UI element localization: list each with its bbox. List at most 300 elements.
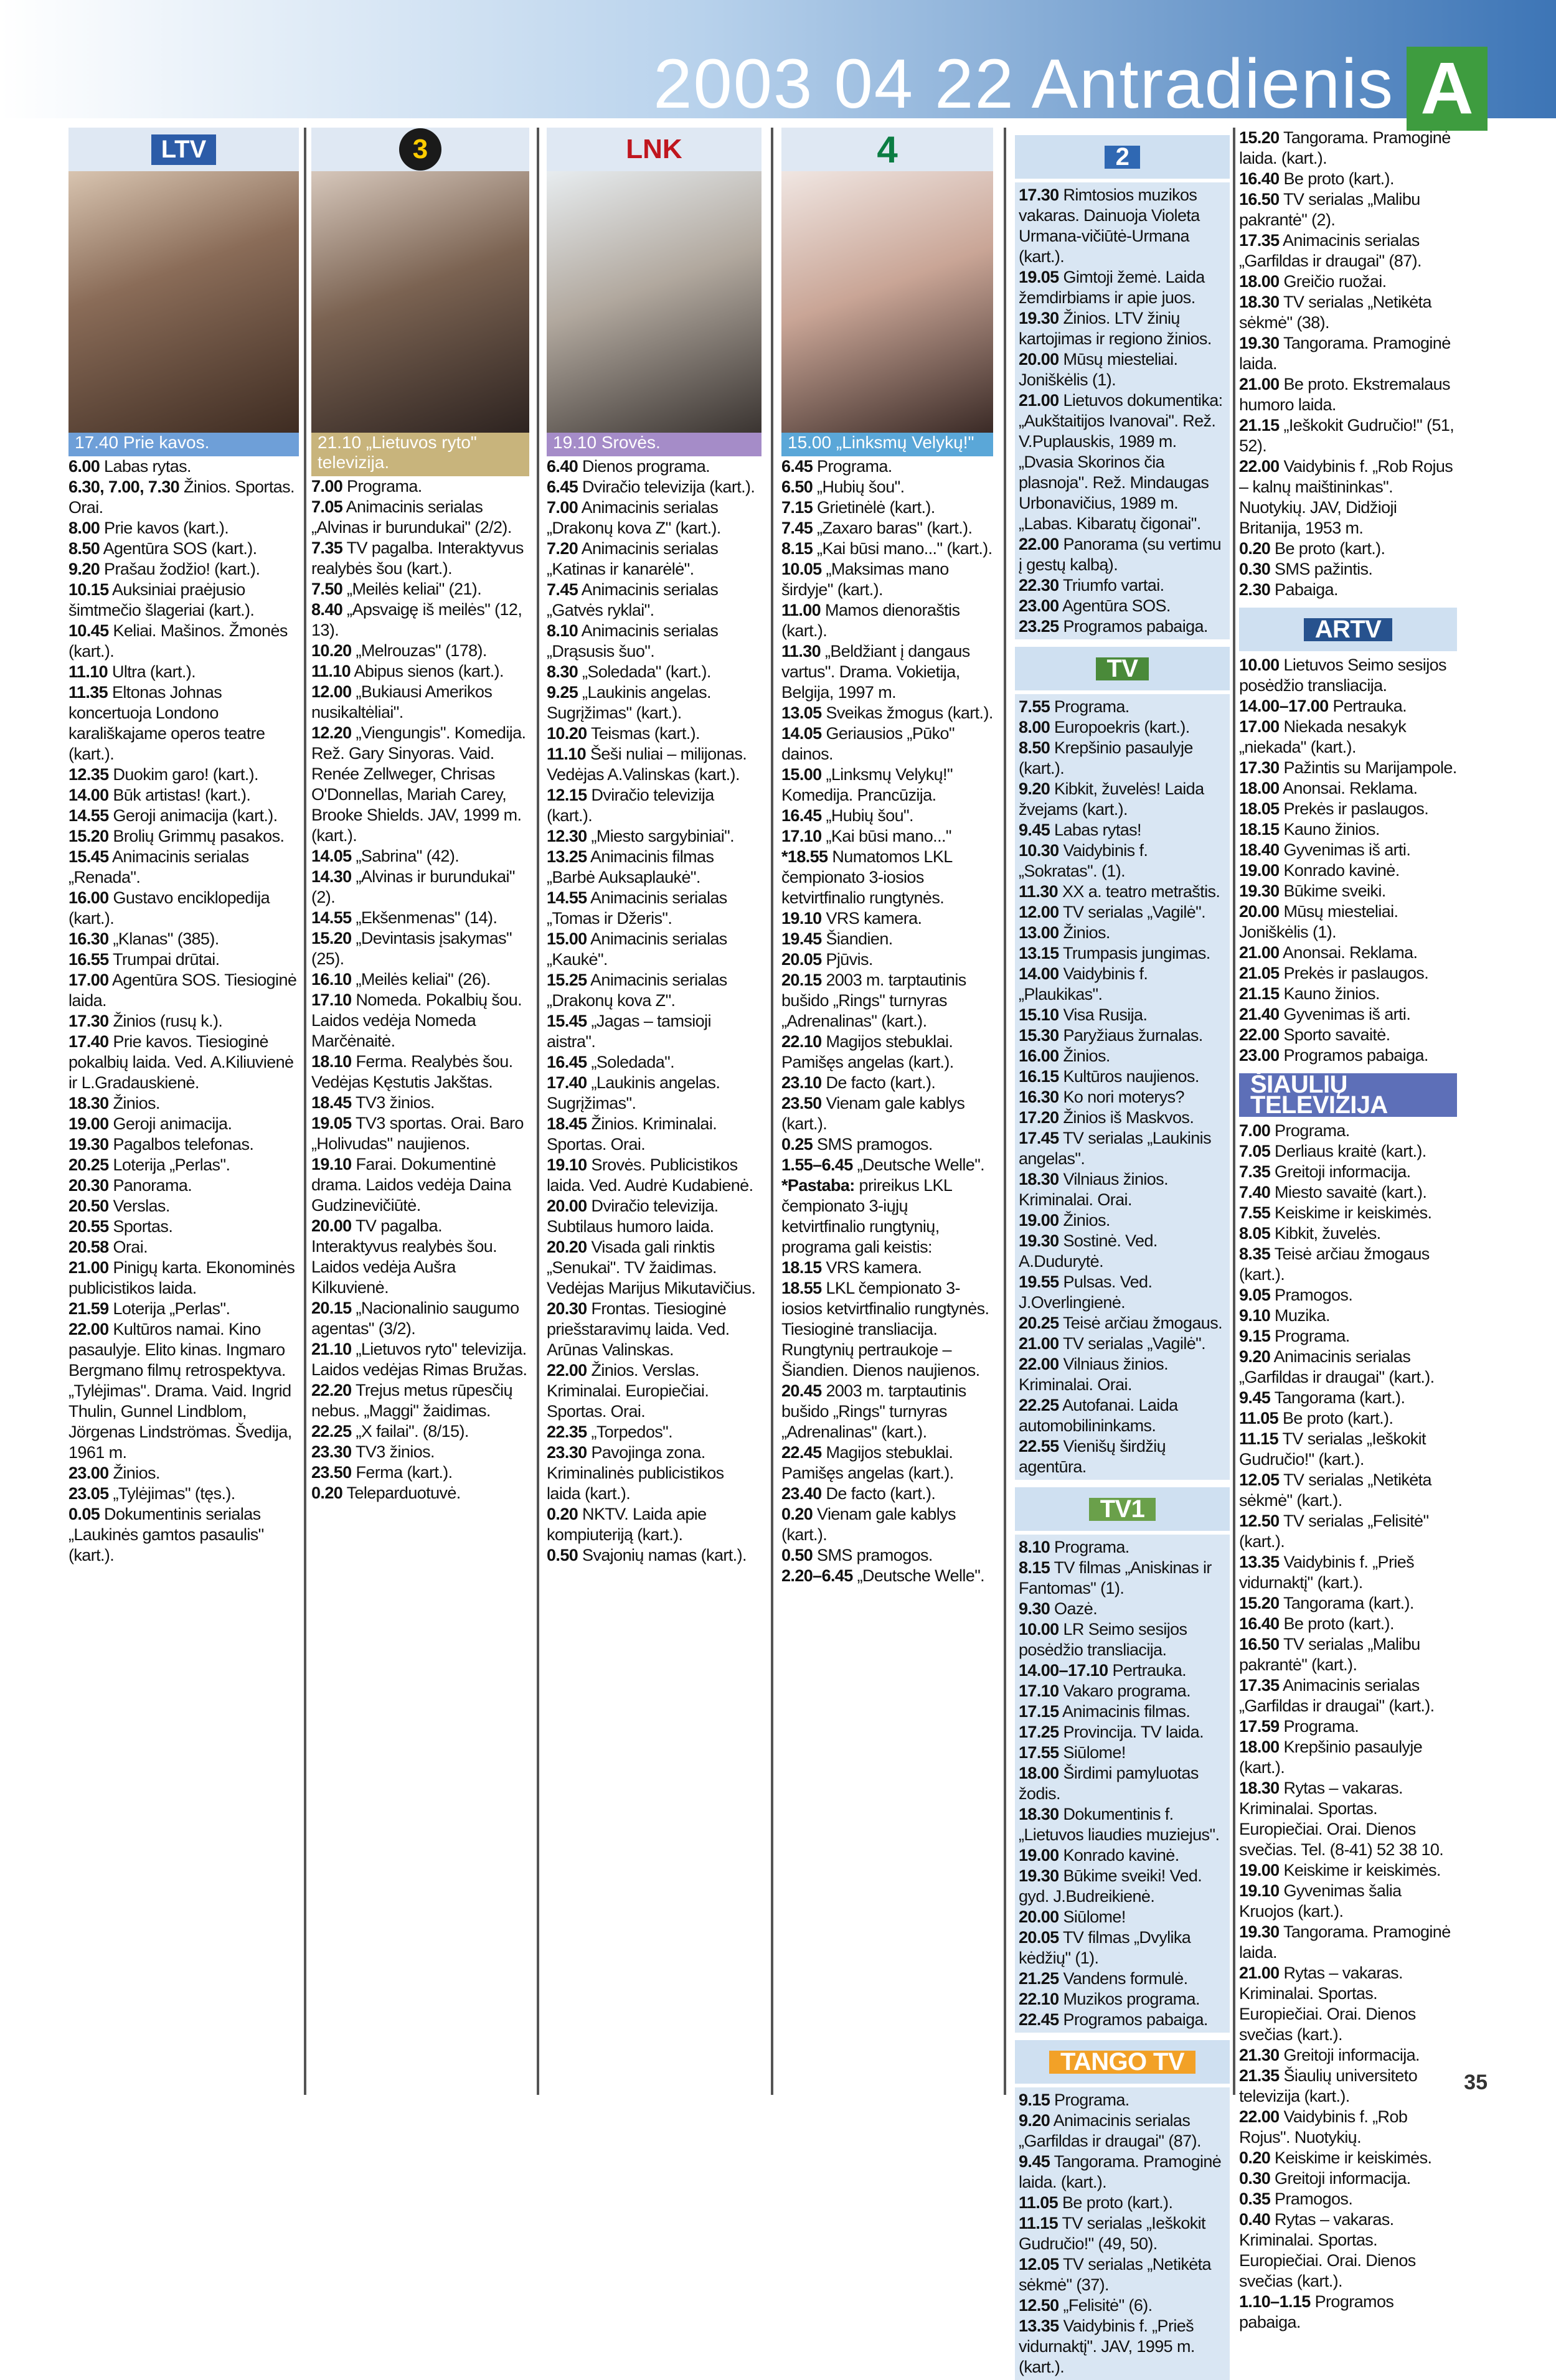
program-time: 14.55 [547, 888, 587, 907]
program-time: 2.20–6.45 [781, 1566, 853, 1585]
program-title: Animacinis serialas „Gatvės ryklai". [547, 580, 719, 619]
program-item [1019, 2010, 1226, 2030]
program-time: 12.05 [1019, 2255, 1059, 2274]
program-item [1019, 575, 1226, 596]
program-title: TV serialas „Vagilė". [1059, 1334, 1206, 1353]
program-item [781, 1073, 993, 1093]
program-title: Grietinėlė (kart.). [813, 498, 935, 517]
program-title: Geroji animacija. [108, 1114, 232, 1133]
program-title: Geriausios „Pūko" dainos. [781, 724, 955, 763]
channel-logo [1239, 608, 1457, 651]
channel-logo-text: TV1 [1089, 1498, 1156, 1521]
program-title: Animacinis serialas „Kaukė". [547, 929, 727, 969]
program-time: 8.40 [311, 600, 343, 619]
program-time: 18.30 [1019, 1170, 1059, 1188]
program-time: 8.15 [781, 539, 813, 558]
program-item [68, 580, 299, 621]
program-time: 16.50 [1239, 1635, 1280, 1653]
program-time: 19.00 [68, 1114, 109, 1133]
program-title: Srovės. Publicistikos laida. Ved. Audrė Kudabienė. [547, 1155, 753, 1195]
page-title: 2003 04 22 Antradienis [653, 45, 1394, 123]
program-item [547, 1360, 761, 1422]
program-time: 18.30 [68, 1094, 109, 1112]
program-title: „Bukiausi Amerikos nusikaltėliai". [311, 682, 493, 722]
program-item [547, 1442, 761, 1504]
program-title: Gimtoji žemė. Laida žemdirbiams ir apie juos. [1019, 268, 1205, 307]
program-time: 18.30 [1019, 1805, 1059, 1823]
program-item [1019, 1313, 1226, 1333]
program-time: 14.00 [1019, 964, 1059, 983]
program-item [781, 1484, 993, 1504]
program-time: 9.30 [1019, 1599, 1050, 1618]
program-time: 7.20 [547, 539, 578, 558]
program-item [1239, 169, 1457, 189]
channel-column-lnk [547, 128, 761, 1566]
program-time: 11.15 [1019, 2214, 1059, 2232]
program-item [781, 1258, 993, 1278]
program-title: TV serialas „Laukinis angelas". [1019, 1129, 1211, 1168]
program-item [1239, 963, 1457, 984]
channel-logo [1015, 1487, 1230, 1531]
program-title: Pjūvis. [821, 950, 873, 969]
program-title: Lietuvos Seimo sesijos posėdžio transliacija. [1239, 656, 1446, 695]
program-time: 0.30 [1239, 2169, 1271, 2188]
program-title: Pažintis su Marijampole. [1279, 758, 1457, 777]
program-title: „Deutsche Welle". [852, 1566, 985, 1585]
program-item [781, 949, 993, 970]
program-title: Nomeda. Pokalbių šou. Laidos vedėja Nomeda Marčėnaitė. [311, 990, 522, 1050]
program-time: 1.10–1.15 [1239, 2292, 1311, 2311]
program-time: 13.35 [1019, 2317, 1059, 2335]
program-time: 22.00 [68, 1320, 109, 1338]
program-item [781, 1442, 993, 1484]
program-title: Programa. [1050, 2091, 1129, 2109]
program-item [1239, 984, 1457, 1004]
column-divider [304, 128, 306, 2095]
program-time: 8.50 [68, 539, 100, 558]
program-title: Sporto savaitė. [1279, 1025, 1390, 1044]
channel-schedule [1015, 182, 1230, 639]
program-item [68, 949, 299, 970]
program-title: Greitoji informacija. [1270, 2169, 1411, 2188]
program-item [1239, 1347, 1457, 1388]
channel-schedule [1015, 1535, 1230, 2033]
program-item [1019, 1354, 1226, 1395]
program-time: 19.05 [311, 1114, 352, 1132]
program-item [311, 1093, 529, 1113]
program-item [68, 847, 299, 888]
program-item [1019, 349, 1226, 390]
program-title: Žinios. Sportas. Orai. [68, 477, 295, 517]
program-time: 19.30 [68, 1135, 109, 1154]
program-time: 21.00 [1019, 391, 1059, 410]
program-time: 18.55 [781, 1279, 822, 1297]
program-time: 15.25 [547, 971, 587, 989]
program-blocks [1015, 135, 1230, 2380]
program-time: 21.25 [1019, 1969, 1059, 1988]
program-time: 8.00 [1019, 718, 1050, 736]
program-time: 18.30 [1239, 1779, 1280, 1797]
program-time: *18.55 [781, 847, 828, 866]
program-time: 9.05 [1239, 1286, 1271, 1304]
program-item [1239, 1881, 1457, 1922]
program-item [1239, 2107, 1457, 2148]
program-item [547, 888, 761, 929]
program-title: TV serialas „Ieškokit Gudručio!" (kart.). [1239, 1429, 1426, 1469]
program-title: Trumpai drūtai. [108, 950, 220, 969]
program-time: 17.15 [1019, 1702, 1059, 1721]
program-time: 11.10 [311, 662, 351, 680]
program-item [1239, 2209, 1457, 2292]
program-title: Pabaiga. [1270, 580, 1338, 599]
program-title: Muzika. [1270, 1306, 1330, 1325]
program-item [781, 847, 993, 908]
program-title: „Viengungis". Komedija. Rež. Gary Sinyoras. Vaid. Renée Zellweger, Chrisas O'Donnellas, Mariah Carey, Brooke Shields. JAV, 1999 m. (kart.). [311, 723, 526, 845]
program-time: 22.55 [1019, 1437, 1059, 1456]
program-photo [68, 171, 299, 433]
program-list [781, 456, 993, 1586]
program-time: 18.45 [311, 1093, 352, 1112]
program-time: 21.30 [1239, 2046, 1280, 2064]
program-time: 19.10 [781, 909, 822, 928]
program-list [311, 476, 529, 1503]
program-title: Vakaro programa. [1059, 1682, 1191, 1700]
program-item [1239, 2292, 1457, 2333]
program-time: 21.59 [68, 1299, 109, 1318]
program-time: 15.45 [68, 847, 109, 866]
program-time: 8.30 [547, 662, 578, 681]
program-item [1019, 1025, 1226, 1046]
program-time: 21.15 [1239, 416, 1280, 435]
program-item [68, 1319, 299, 1463]
program-title: Agentūra SOS (kart.). [100, 539, 257, 558]
program-time: 17.35 [1239, 231, 1280, 250]
program-title: Programa. [1279, 1717, 1359, 1736]
program-item [311, 867, 529, 908]
program-title: „Felisitė" (6). [1059, 2296, 1153, 2315]
program-time: *Pastaba: [781, 1176, 855, 1195]
program-time: 9.45 [1239, 1388, 1271, 1407]
program-item [1239, 840, 1457, 860]
program-title: Siūlome! [1059, 1743, 1126, 1762]
program-title: Vienam gale kablys (kart.). [781, 1094, 965, 1133]
program-time: 0.05 [68, 1505, 100, 1523]
program-time: 17.40 [68, 1032, 109, 1051]
program-title: Animacinis serialas „Drąsusis šuo". [547, 621, 719, 661]
program-title: Paryžiaus žurnalas. [1059, 1026, 1203, 1045]
program-time: 7.45 [547, 580, 578, 599]
program-title: „Ieškokit Gudručio!" (51, 52). [1239, 416, 1455, 455]
program-time: 1.55–6.45 [781, 1155, 853, 1174]
program-title: Rytas – vakaras. Kriminalai. Sportas. Europiečiai. Orai. Dienos svečias (kart.). [1239, 1964, 1416, 2044]
program-time: 11.00 [781, 601, 821, 619]
program-time: 7.40 [1239, 1183, 1271, 1202]
program-time: 7.00 [311, 477, 343, 496]
program-time: 9.20 [1019, 2111, 1050, 2130]
program-title: TV serialas „Ieškokit Gudručio!" (49, 50). [1019, 2214, 1205, 2253]
program-time: 7.45 [781, 519, 813, 537]
program-item [311, 928, 529, 969]
program-title: „Hubių šou". [813, 477, 905, 496]
program-item [68, 826, 299, 847]
program-item [1239, 374, 1457, 415]
program-title: TV3 žinios. [351, 1442, 435, 1461]
program-title: Animacinis serialas „Alvinas ir burundukai" (2/2). [311, 497, 512, 537]
channel-column-regional-1 [1015, 128, 1230, 2380]
program-title: Muzikos programa. [1059, 1990, 1200, 2008]
program-title: „Linksmų Velykų!" Komedija. Prancūzija. [781, 765, 953, 804]
program-title: „Apsvaigę iš meilės" (12, 13). [311, 600, 522, 639]
program-title: Konrado kavinė. [1279, 861, 1400, 880]
program-time: 7.35 [1239, 1162, 1271, 1181]
program-title: Mūsų miesteliai. Joniškėlis (1). [1019, 350, 1178, 389]
program-time: 16.30 [1019, 1088, 1059, 1106]
program-title: SMS pramogos. [813, 1546, 933, 1564]
program-time: 18.30 [1239, 293, 1280, 311]
program-time: 9.20 [1019, 779, 1050, 798]
program-title: Abipus sienos (kart.). [351, 662, 504, 680]
channel-column-tv3 [311, 128, 529, 1503]
program-item [1019, 534, 1226, 575]
program-item [1019, 1128, 1226, 1169]
program-item [68, 1237, 299, 1258]
program-item [311, 1421, 529, 1442]
program-time: 6.30, 7.00, 7.30 [68, 477, 180, 496]
program-title: Kultūros naujienos. [1059, 1067, 1199, 1086]
program-item [1239, 1244, 1457, 1285]
program-item [68, 662, 299, 682]
channel-logo-lnk: LNK [547, 128, 761, 171]
program-title: Vilniaus žinios. Kriminalai. Orai. [1019, 1170, 1168, 1209]
program-time: 14.00–17.10 [1019, 1661, 1108, 1680]
program-title: Vaidybinis f. „Rob Rojus". Nuotykių. [1239, 2107, 1408, 2147]
program-time: 12.05 [1239, 1470, 1280, 1489]
program-title: Vilniaus žinios. Kriminalai. Orai. [1019, 1355, 1168, 1394]
program-time: 21.05 [1239, 964, 1280, 982]
channel-logo [1015, 135, 1230, 179]
program-item [1239, 333, 1457, 374]
program-title: „Soledada" (kart.). [578, 662, 711, 681]
program-time: 15.30 [1019, 1026, 1059, 1045]
program-title: Pertrauka. [1328, 697, 1407, 715]
program-title: Kauno žinios. [1279, 820, 1380, 839]
program-title: Loterija „Perlas". [108, 1155, 230, 1174]
program-title: Svajonių namas (kart.). [578, 1546, 747, 1564]
program-item [1239, 1203, 1457, 1223]
program-item [1019, 2090, 1226, 2110]
program-title: prireikus LKL čempionato 3-iųjų ketvirtfinalio rungtynių, programa gali keistis: [781, 1176, 952, 1256]
program-item [311, 579, 529, 600]
program-title: Teisė arčiau žmogaus (kart.). [1239, 1244, 1430, 1284]
program-item [1239, 1614, 1457, 1634]
program-time: 20.00 [547, 1197, 587, 1215]
program-item [781, 477, 993, 497]
program-item [1019, 1763, 1226, 1804]
program-time: 19.30 [1239, 1922, 1280, 1941]
program-time: 10.05 [781, 560, 822, 578]
photo-caption: 21.10 „Lietuvos ryto" televizija. [311, 429, 529, 476]
program-time: 19.00 [1019, 1211, 1059, 1230]
program-time: 20.15 [781, 971, 822, 989]
program-title: „Tylėjimas" (tęs.). [108, 1484, 235, 1503]
program-title: Animacinis serialas „Drakonų kova Z" (kart.). [547, 498, 721, 537]
program-time: 22.00 [1239, 1025, 1280, 1044]
program-time: 0.50 [781, 1546, 813, 1564]
program-item [1019, 1660, 1226, 1681]
program-item [1239, 1182, 1457, 1203]
program-title: Niekada nesakyk „niekada" (kart.). [1239, 717, 1407, 756]
program-time: 8.50 [1019, 738, 1050, 757]
program-item [1239, 1004, 1457, 1025]
program-title: Programa. [1050, 697, 1129, 716]
program-item [1239, 456, 1457, 539]
program-blocks [1239, 128, 1457, 2333]
program-title: Loterija „Perlas". [108, 1299, 230, 1318]
program-item [1019, 1333, 1226, 1354]
program-item [1239, 1963, 1457, 2045]
program-time: 16.55 [68, 950, 109, 969]
program-item [1239, 2148, 1457, 2168]
program-title: TV serialas „Malibu pakrantė" (kart.). [1239, 1635, 1420, 1674]
program-item [1239, 1778, 1457, 1860]
program-time: 17.10 [1019, 1682, 1059, 1700]
program-title: De facto (kart.). [821, 1073, 936, 1092]
program-title: Žinios. LTV žinių kartojimas ir regiono žinios. [1019, 309, 1212, 348]
program-time: 22.25 [1019, 1396, 1059, 1414]
program-time: 23.25 [1019, 617, 1059, 636]
program-item [781, 908, 993, 929]
program-item [1239, 1470, 1457, 1511]
program-title: Miesto savaitė (kart.). [1270, 1183, 1427, 1202]
program-time: 7.00 [547, 498, 578, 517]
program-item [547, 723, 761, 744]
program-title: Prie kavos. Tiesioginė pokalbių laida. Ved. A.Kiliuvienė ir L.Gradauskienė. [68, 1032, 294, 1092]
channel-logo [1239, 1073, 1457, 1117]
program-item [68, 1258, 299, 1299]
program-item [1239, 758, 1457, 778]
program-title: Vienam gale kablys (kart.). [781, 1505, 956, 1544]
program-title: Kibkit, žuvelės! Laida žvejams (kart.). [1019, 779, 1204, 819]
program-time: 8.10 [1019, 1538, 1050, 1556]
program-time: 17.25 [1019, 1723, 1059, 1741]
program-time: 22.10 [1019, 1990, 1059, 2008]
program-title: „Kai būsi mano..." [821, 827, 951, 845]
program-title: Animacinis serialas „Garfildas ir draugai" (87). [1019, 2111, 1201, 2150]
program-title: Tangorama (kart.). [1270, 1388, 1405, 1407]
program-item [547, 1011, 761, 1052]
program-item [311, 497, 529, 538]
program-time: 7.00 [1239, 1121, 1271, 1140]
program-item [547, 477, 761, 497]
program-item [547, 744, 761, 785]
program-title: Sostinė. Ved. A.Dudurytė. [1019, 1231, 1158, 1271]
program-title: Rytas – vakaras. Kriminalai. Sportas. Europiečiai. Orai. Dienos svečias. Tel. (8-41) 52 38 10. [1239, 1779, 1444, 1859]
program-item [1019, 738, 1226, 779]
program-item [1239, 1025, 1457, 1045]
program-item [311, 682, 529, 723]
program-title: Krepšinio pasaulyje (kart.). [1239, 1738, 1423, 1777]
program-time: 20.45 [781, 1381, 822, 1400]
program-time: 20.05 [781, 950, 822, 969]
program-item [1239, 901, 1457, 943]
program-item [1239, 1285, 1457, 1305]
program-title: Būkime sveiki! Ved. gyd. J.Budreikienė. [1019, 1866, 1202, 1906]
program-title: Animacinis serialas „Katinas ir kanarėlė". [547, 539, 719, 578]
program-title: Būkime sveiki. [1279, 882, 1386, 900]
program-item [1239, 819, 1457, 840]
program-item [1239, 778, 1457, 799]
program-item [547, 1237, 761, 1299]
program-item [68, 970, 299, 1011]
program-title: 2003 m. tarptautinis bušido „Rings" turnyras „Adrenalinas" (kart.). [781, 1381, 966, 1441]
program-item [68, 1504, 299, 1566]
program-time: 17.45 [1019, 1129, 1059, 1147]
column-divider [1233, 128, 1235, 2095]
program-time: 17.59 [1239, 1717, 1280, 1736]
program-title: LR Seimo sesijos posėdžio transliacija. [1019, 1620, 1187, 1659]
channel-logo [1015, 647, 1230, 690]
program-item [1019, 616, 1226, 637]
program-time: 22.45 [781, 1443, 822, 1462]
program-title: Trejus metus rūpesčių nebus. „Maggi" žaidimas. [311, 1381, 512, 1420]
program-item [781, 1504, 993, 1545]
program-title: Verslas. [108, 1197, 170, 1215]
program-time: 17.00 [68, 971, 109, 989]
program-title: Autofanai. Laida automobilininkams. [1019, 1396, 1178, 1435]
program-title: Magijos stebuklai. Pamišęs angelas (kart.). [781, 1443, 954, 1482]
program-title: Šiandien. [821, 929, 893, 948]
program-item [1019, 717, 1226, 738]
program-title: Lietuvos dokumentika: „Aukštaitijos Ivanovai". Rež. V.Puplauskis, 1989 m. „Dvasia Skorinos čia plasnoja". Rež. Mindaugas Urbonavičius, 1989 m. „Labas. Kibaratų čigonai". [1019, 391, 1223, 533]
program-title: Žinios iš Maskvos. [1059, 1108, 1194, 1127]
program-title: Kibkit, žuvelės. [1270, 1224, 1381, 1243]
program-item [781, 764, 993, 806]
program-item [68, 1216, 299, 1237]
program-time: 7.55 [1239, 1203, 1271, 1222]
program-title: „Kai būsi mano..." (kart.). [813, 539, 993, 558]
program-time: 22.45 [1019, 2010, 1059, 2029]
program-time: 9.25 [547, 683, 578, 702]
program-time: 22.30 [1019, 576, 1059, 595]
program-time: 0.20 [311, 1484, 343, 1502]
program-time: 19.30 [1019, 1231, 1059, 1250]
program-time: 21.00 [68, 1258, 109, 1277]
program-item [311, 476, 529, 497]
program-item [1019, 308, 1226, 349]
channel-schedule [1015, 2087, 1230, 2380]
program-time: 22.25 [311, 1422, 352, 1441]
program-title: Be proto (kart.). [1279, 1614, 1394, 1633]
program-time: 0.20 [781, 1505, 813, 1523]
program-title: TV pagalba. Interaktyvus realybės šou. Laidos vedėja Aušra Kilkuvienė. [311, 1216, 497, 1297]
program-item [781, 806, 993, 826]
program-item [547, 826, 761, 847]
program-time: 0.20 [1239, 2148, 1271, 2167]
program-title: Prekės ir paslaugos. [1279, 964, 1429, 982]
program-time: 19.30 [1239, 334, 1280, 352]
program-item [68, 539, 299, 559]
program-title: Keliai. Mašinos. Žmonės (kart.). [68, 621, 288, 661]
program-item [1019, 1619, 1226, 1660]
program-title: Gyvenimas šalia Kruojos (kart.). [1239, 1881, 1402, 1921]
program-title: „Beldžiant į dangaus vartus". Drama. Vokietija, Belgija, 1997 m. [781, 642, 970, 702]
program-item [781, 1175, 993, 1258]
program-time: 16.10 [311, 970, 352, 989]
program-title: „Jagas – tamsioji aistra". [547, 1012, 711, 1051]
program-item [1019, 1681, 1226, 1701]
program-time: 19.45 [781, 929, 822, 948]
channel-logo-ltv: LTV [68, 128, 299, 171]
